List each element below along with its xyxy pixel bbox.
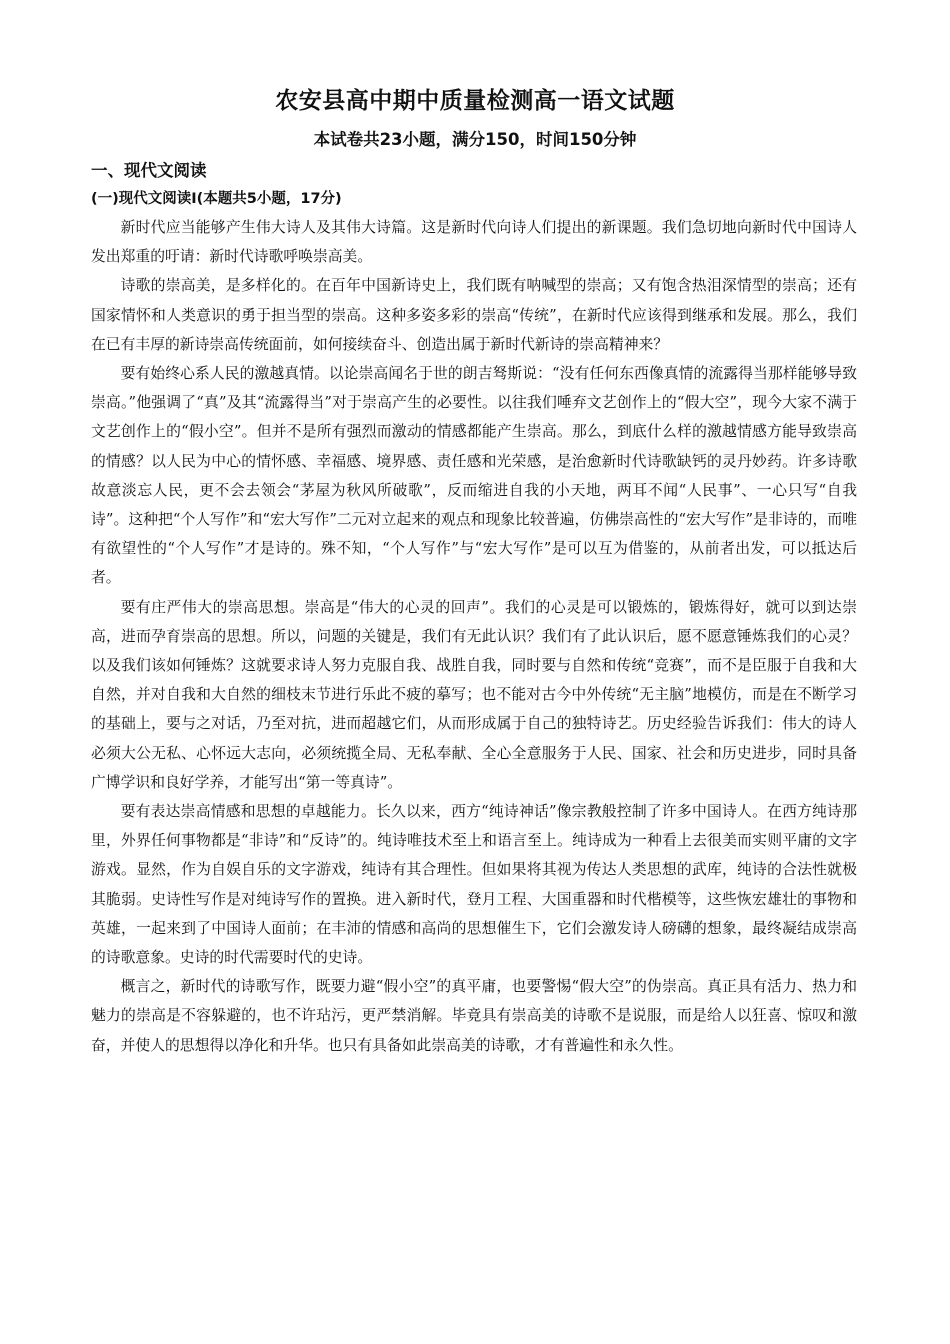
subsection-heading: (一)现代文阅读Ⅰ(本题共5小题，17分) <box>91 191 342 207</box>
reading-passage <box>91 213 857 1060</box>
passage-paragraph-5: 要有表达崇高情感和思想的卓越能力。长久以来，西方“纯诗神话”像宗教般控制了许多中国诗人。在西方纯诗那里，外界任何事物都是“非诗”和“反诗”的。纯诗唯技术至上和语言至上。纯诗成为一种看上去很美而实则平庸的文字游戏。显然，作为自娱自乐的文字游戏，纯诗有其合理性。但如果将其视为传达人类思想的武库，纯诗的合法性就极其脆弱。史诗性写作是对纯诗写作的置换。进入新时代，登月工程、大国重器和时代楷模等，这些恢宏雄壮的事物和英雄，一起来到了中国诗人面前；在丰沛的情感和高尚的思想催生下，它们会激发诗人磅礴的想象，最终凝结成崇高的诗歌意象。史诗的时代需要时代的史诗。 <box>91 803 857 967</box>
passage-paragraph-1: 新时代应当能够产生伟大诗人及其伟大诗篇。这是新时代向诗人们提出的新课题。我们急切地向新时代中国诗人发出郑重的吁请：新时代诗歌呼唤崇高美。 <box>91 219 857 266</box>
passage-paragraph-4: 要有庄严伟大的崇高思想。崇高是“伟大的心灵的回声”。我们的心灵是可以锻炼的，锻炼得好，就可以到达崇高，进而孕育崇高的思想。所以，问题的关键是，我们有无此认识？我们有了此认识后，愿不愿意锤炼我们的心灵？以及我们该如何锤炼？这就要求诗人努力克服自我、战胜自我，同时要与自然和传统“竞赛”，而不是臣服于自我和大自然，并对自我和大自然的细枝末节进行乐此不疲的摹写；也不能对古今中外传统“无主脑”地模仿，而是在不断学习的基础上，要与之对话，乃至对抗，进而超越它们，从而形成属于自己的独特诗艺。历史经验告诉我们：伟大的诗人必须大公无私、心怀远大志向，必须统揽全局、无私奉献、全心全意服务于人民、国家、社会和历史进步，同时具备广博学识和良好学养，才能写出“第一等真诗”。 <box>91 598 857 791</box>
section-heading: 一、现代文阅读 <box>91 161 207 180</box>
passage-paragraph-2: 诗歌的崇高美，是多样化的。在百年中国新诗史上，我们既有呐喊型的崇高；又有饱含热泪深情型的崇高；还有国家情怀和人类意识的勇于担当型的崇高。这种多姿多彩的崇高“传统”，在新时代应该得到继承和发展。那么，我们在已有丰厚的新诗崇高传统面前，如何接续奋斗、创造出属于新时代新诗的崇高精神来？ <box>91 277 857 353</box>
passage-paragraph-6: 概言之，新时代的诗歌写作，既要力避“假小空”的真平庸，也要警惕“假大空”的伪崇高。真正具有活力、热力和魅力的崇高是不容躲避的，也不许玷污，更严禁消解。毕竟具有崇高美的诗歌不是说服，而是给人以狂喜、惊叹和激奋，并使人的思想得以净化和升华。也只有具备如此崇高美的诗歌，才有普遍性和永久性。 <box>91 978 857 1054</box>
exam-subtitle: 本试卷共23小题，满分150，时间150分钟 <box>313 130 637 149</box>
exam-title: 农安县高中期中质量检测高一语文试题 <box>275 88 675 114</box>
passage-paragraph-3: 要有始终心系人民的激越真情。以论崇高闻名于世的朗吉驽斯说：“没有任何东西像真情的流露得当那样能够导致崇高。”他强调了“真”及其“流露得当”对于崇高产生的必要性。以往我们唾弃文艺创作上的“假大空”，现今大家不满于文艺创作上的“假小空”。但并不是所有强烈而激动的情感都能产生崇高。那么，到底什么样的激越情感方能导致崇高的情感？以人民为中心的情怀感、幸福感、境界感、责任感和光荣感，是治愈新时代诗歌缺钙的灵丹妙药。许多诗歌故意淡忘人民，更不会去领会“茅屋为秋风所破歌”，反而缩进自我的小天地，两耳不闻“人民事”、一心只写“自我诗”。这种把“个人写作”和“宏大写作”二元对立起来的观点和现象比较普遍，仿佛崇高性的“宏大写作”是非诗的，而唯有欲望性的“个人写作”才是诗的。殊不知，“个人写作”与“宏大写作”是可以互为借鉴的，从前者出发，可以抵达后者。 <box>91 365 857 587</box>
